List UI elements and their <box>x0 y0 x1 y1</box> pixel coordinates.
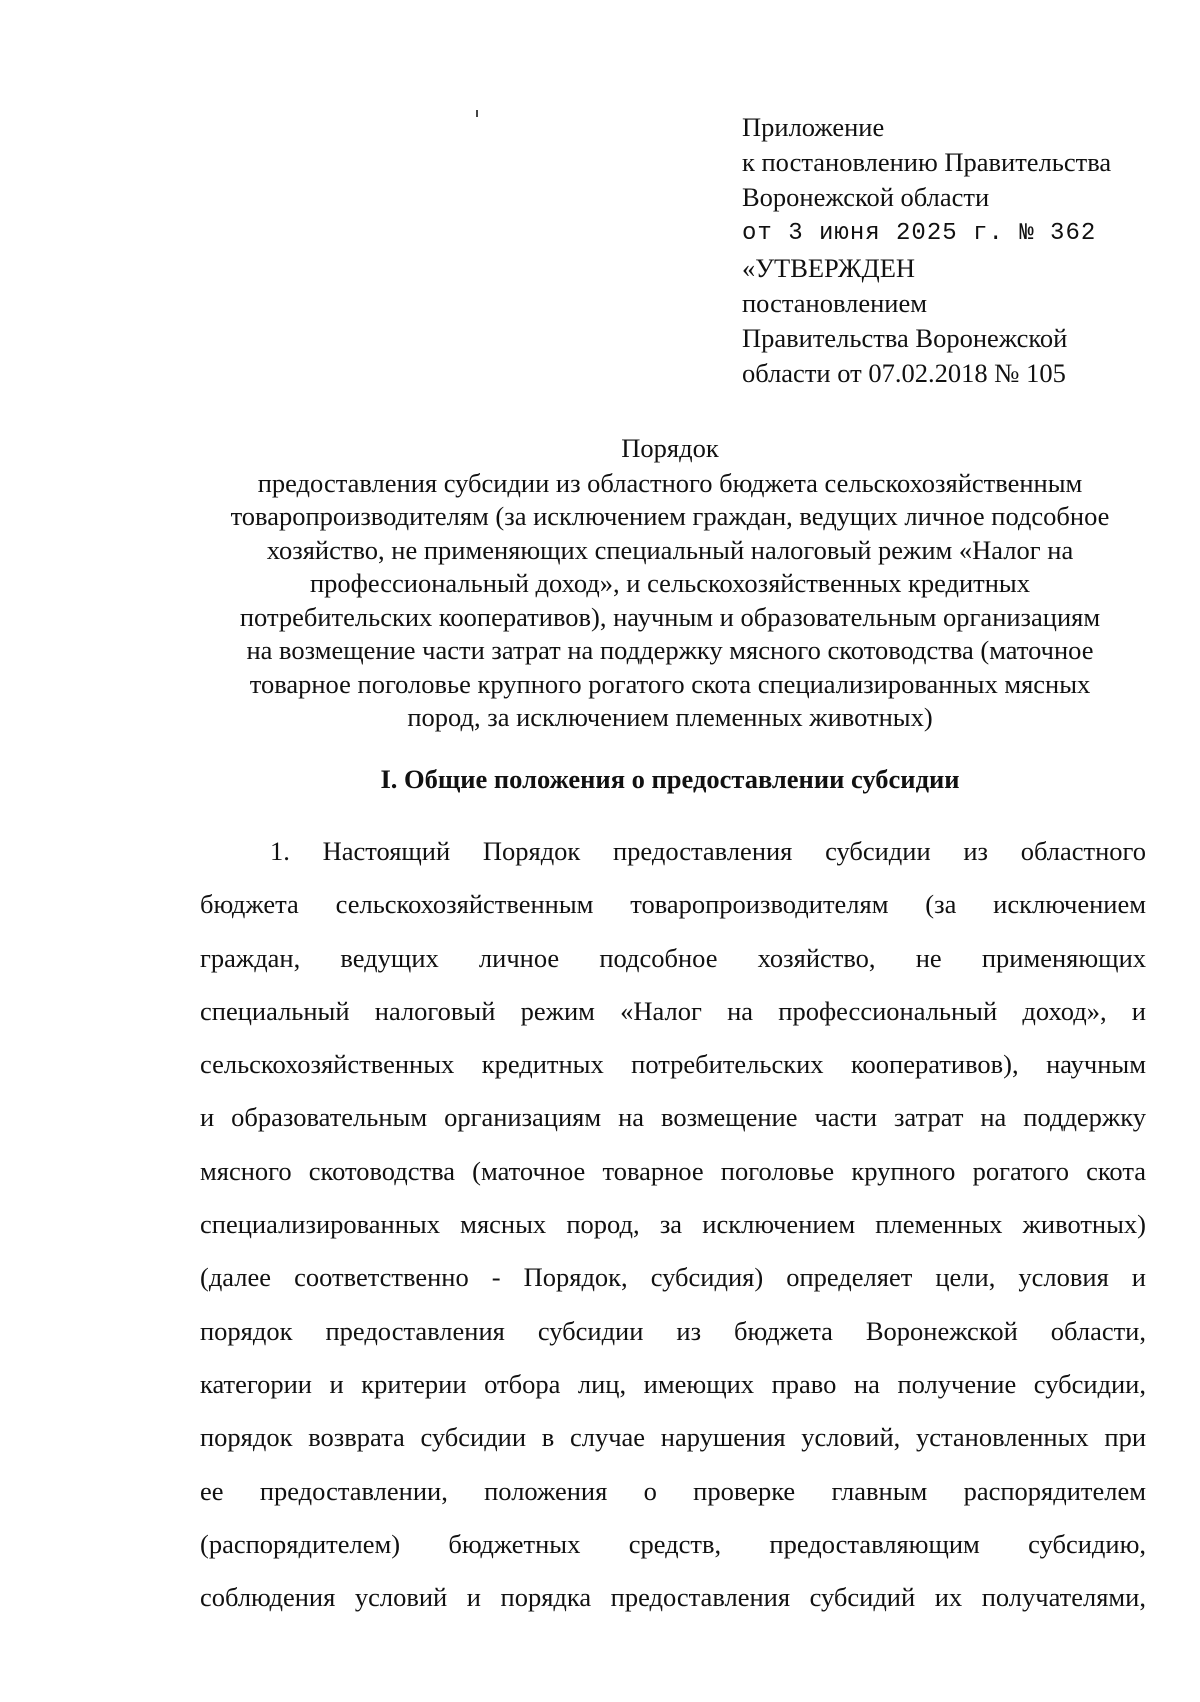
title-line: пород, за исключением племенных животных) <box>407 702 933 732</box>
paragraph-line: (распорядителем) бюджетных средств, предоставляющим субсидию, <box>200 1528 1146 1559</box>
paragraph-line: и образовательным организациям на возмещение части затрат на поддержку <box>200 1102 1146 1133</box>
paragraph-line: сельскохозяйственных кредитных потребительских кооперативов), научным <box>200 1049 1146 1080</box>
annex-line: Воронежской области <box>742 182 990 213</box>
paragraph-line: граждан, ведущих личное подсобное хозяйство, не применяющих <box>200 942 1146 973</box>
title-line: профессиональный доход», и сельскохозяйственных кредитных <box>310 568 1030 598</box>
annex-line: Приложение <box>742 112 885 142</box>
annex-date-number: от 3 июня 2025 г. № 362 <box>742 219 1097 247</box>
title-line: предоставления субсидии из областного бюджета сельскохозяйственным <box>257 467 1083 498</box>
title-line: товаропроизводителям (за исключением граждан, ведущих личное подсобное <box>230 501 1110 531</box>
paragraph-line: соблюдения условий и порядка предоставления субсидий их получателями, <box>200 1582 1146 1613</box>
annex-line: постановлением <box>742 288 927 319</box>
section-heading: I. Общие положения о предоставлении субсидии <box>380 764 960 794</box>
annex-line: Правительства Воронежской <box>742 323 1068 354</box>
paragraph-line: специальный налоговый режим «Налог на профессиональный доход», и <box>200 995 1146 1026</box>
title-line: потребительских кооперативов), научным и образовательным организациям <box>239 601 1101 632</box>
paragraph-line: ее предоставлении, положения о проверке главным распорядителем <box>200 1475 1146 1506</box>
paragraph-line: 1. Настоящий Порядок предоставления субсидии из областного <box>270 836 1146 866</box>
title-line: на возмещение части затрат на поддержку мясного скотоводства (маточное <box>246 635 1094 665</box>
paragraph-line: порядок возврата субсидии в случае нарушения условий, установленных при <box>200 1422 1146 1453</box>
title-line: товарное поголовье крупного рогатого скота специализированных мясных <box>249 668 1091 699</box>
annex-line: области от 07.02.2018 № 105 <box>742 358 1066 389</box>
title-line: хозяйство, не применяющих специальный налоговый режим «Налог на <box>266 534 1074 565</box>
paragraph-line: порядок предоставления субсидии из бюджета Воронежской области, <box>200 1315 1146 1346</box>
annex-line: к постановлению Правительства <box>742 147 1112 178</box>
paragraph-line: мясного скотоводства (маточное товарное поголовье крупного рогатого скота <box>200 1155 1146 1186</box>
title-heading: Порядок <box>621 433 719 463</box>
paragraph-1 <box>200 825 1146 1624</box>
scan-speck <box>476 110 478 117</box>
annex-block <box>742 110 1162 392</box>
paragraph-line: бюджета сельскохозяйственным товаропроизводителям (за исключением <box>200 889 1146 920</box>
paragraph-line: категории и критерии отбора лиц, имеющих право на получение субсидии, <box>200 1368 1146 1399</box>
document-title <box>180 432 1160 735</box>
paragraph-line: специализированных мясных пород, за исключением племенных животных) <box>200 1209 1146 1240</box>
paragraph-line: (далее соответственно - Порядок, субсидия) определяет цели, условия и <box>200 1262 1146 1293</box>
annex-line: «УТВЕРЖДЕН <box>742 252 916 283</box>
